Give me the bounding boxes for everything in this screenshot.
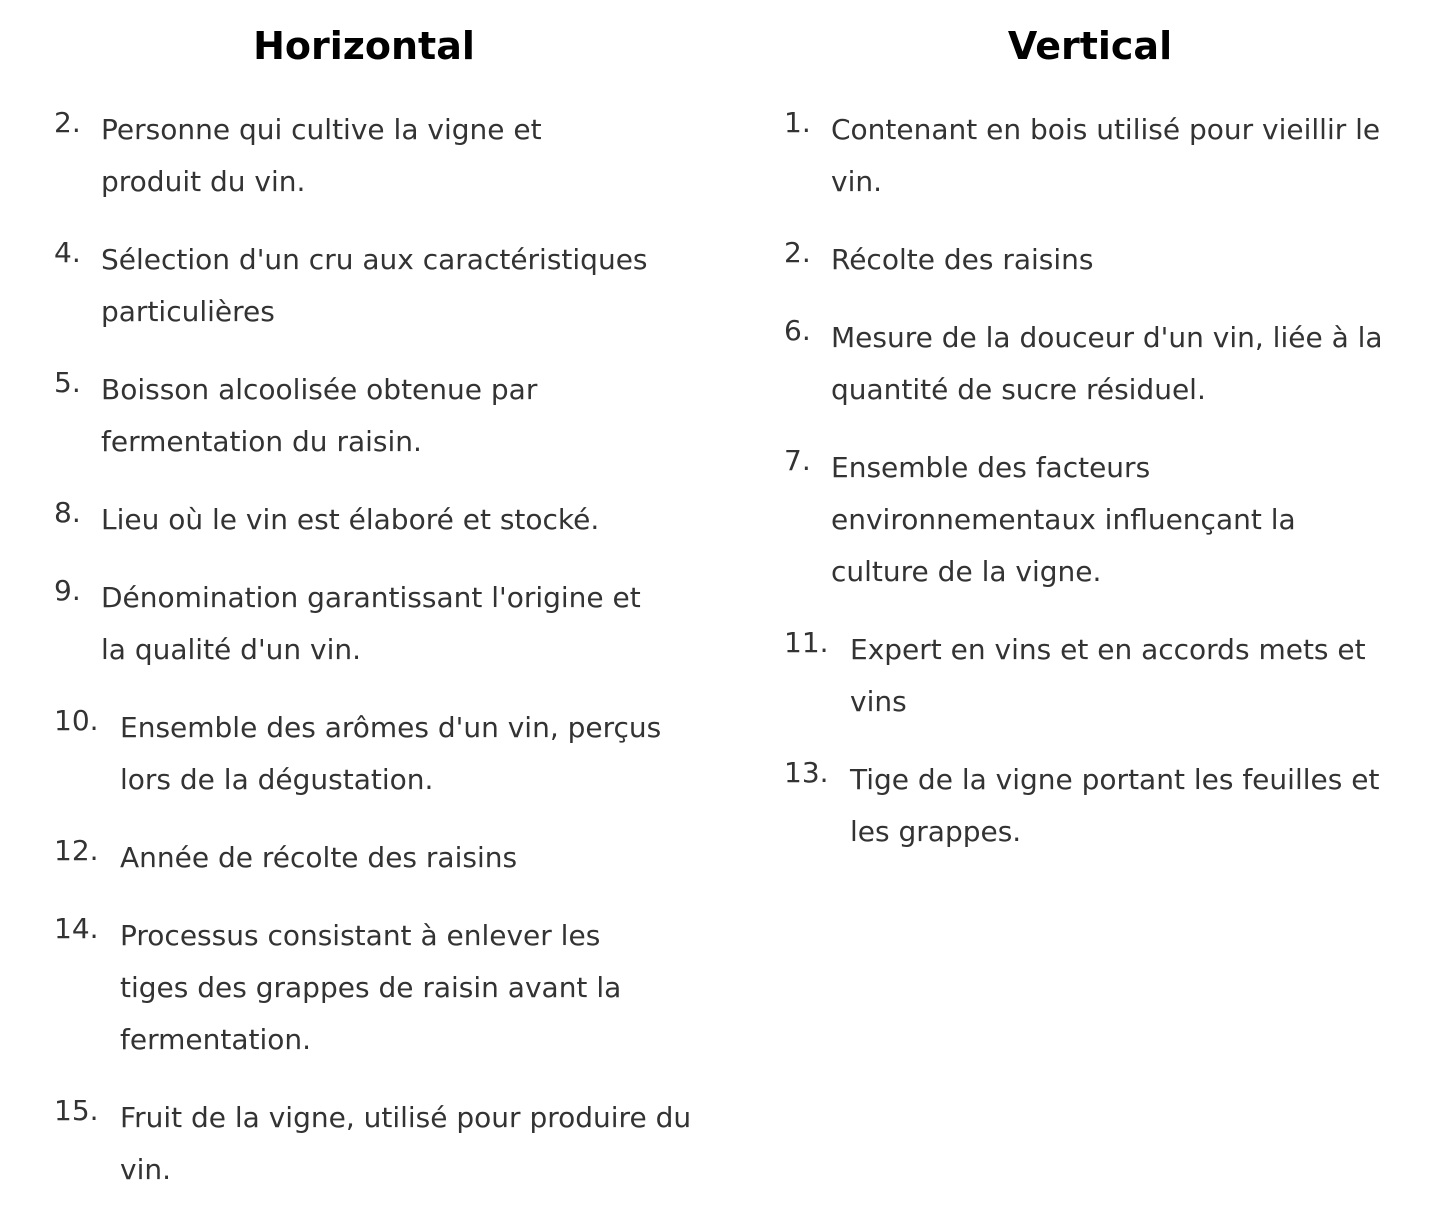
clue-text: Expert en vins et en accords mets et vins	[850, 633, 1366, 718]
horizontal-clue	[54, 832, 714, 884]
clue-number: 13.	[784, 756, 829, 789]
horizontal-clue	[54, 1092, 714, 1196]
clue-text: Mesure de la douceur d'un vin, liée à la quantité de sucre résiduel.	[831, 321, 1383, 406]
clue-text: Fruit de la vigne, utilisé pour produire du vin.	[120, 1101, 692, 1186]
clue-text: Ensemble des facteurs environnementaux influençant la culture de la vigne.	[831, 451, 1296, 588]
vertical-clue	[784, 754, 1434, 858]
vertical-clue	[784, 442, 1434, 598]
clue-number: 5.	[54, 366, 81, 399]
clue-number: 2.	[784, 236, 811, 269]
vertical-clue	[784, 624, 1434, 728]
horizontal-clue	[54, 234, 714, 338]
clue-number: 6.	[784, 314, 811, 347]
clue-number: 10.	[54, 704, 99, 737]
horizontal-clue	[54, 364, 714, 468]
clue-number: 11.	[784, 626, 829, 659]
vertical-clue-list	[784, 104, 1434, 884]
clue-number: 15.	[54, 1094, 99, 1127]
horizontal-title: Horizontal	[253, 24, 475, 68]
clue-text: Processus consistant à enlever les tiges des grappes de raisin avant la fermentation.	[120, 919, 622, 1056]
horizontal-clue	[54, 494, 714, 546]
clue-text: Lieu où le vin est élaboré et stocké.	[101, 503, 600, 536]
clue-number: 7.	[784, 444, 811, 477]
clue-number: 9.	[54, 574, 81, 607]
clue-number: 2.	[54, 106, 81, 139]
clue-number: 8.	[54, 496, 81, 529]
clue-text: Personne qui cultive la vigne et produit du vin.	[101, 113, 542, 198]
vertical-clue	[784, 234, 1434, 286]
clue-number: 12.	[54, 834, 99, 867]
vertical-clue	[784, 104, 1434, 208]
clue-number: 14.	[54, 912, 99, 945]
clue-text: Sélection d'un cru aux caractéristiques particulières	[101, 243, 648, 328]
horizontal-clue-list	[54, 104, 714, 1222]
horizontal-clue	[54, 104, 714, 208]
vertical-title: Vertical	[1007, 24, 1173, 68]
clue-text: Boisson alcoolisée obtenue par fermentation du raisin.	[101, 373, 538, 458]
horizontal-clue	[54, 910, 714, 1066]
horizontal-clue	[54, 702, 714, 806]
clue-number: 4.	[54, 236, 81, 269]
clue-text: Ensemble des arômes d'un vin, perçus lors de la dégustation.	[120, 711, 662, 796]
vertical-clue	[784, 312, 1434, 416]
clue-text: Contenant en bois utilisé pour vieillir le vin.	[831, 113, 1381, 198]
clue-text: Dénomination garantissant l'origine et la qualité d'un vin.	[101, 581, 641, 666]
clue-text: Tige de la vigne portant les feuilles et les grappes.	[850, 763, 1380, 848]
clue-text: Année de récolte des raisins	[120, 841, 518, 874]
clue-text: Récolte des raisins	[831, 243, 1094, 276]
horizontal-clue	[54, 572, 714, 676]
clue-number: 1.	[784, 106, 811, 139]
